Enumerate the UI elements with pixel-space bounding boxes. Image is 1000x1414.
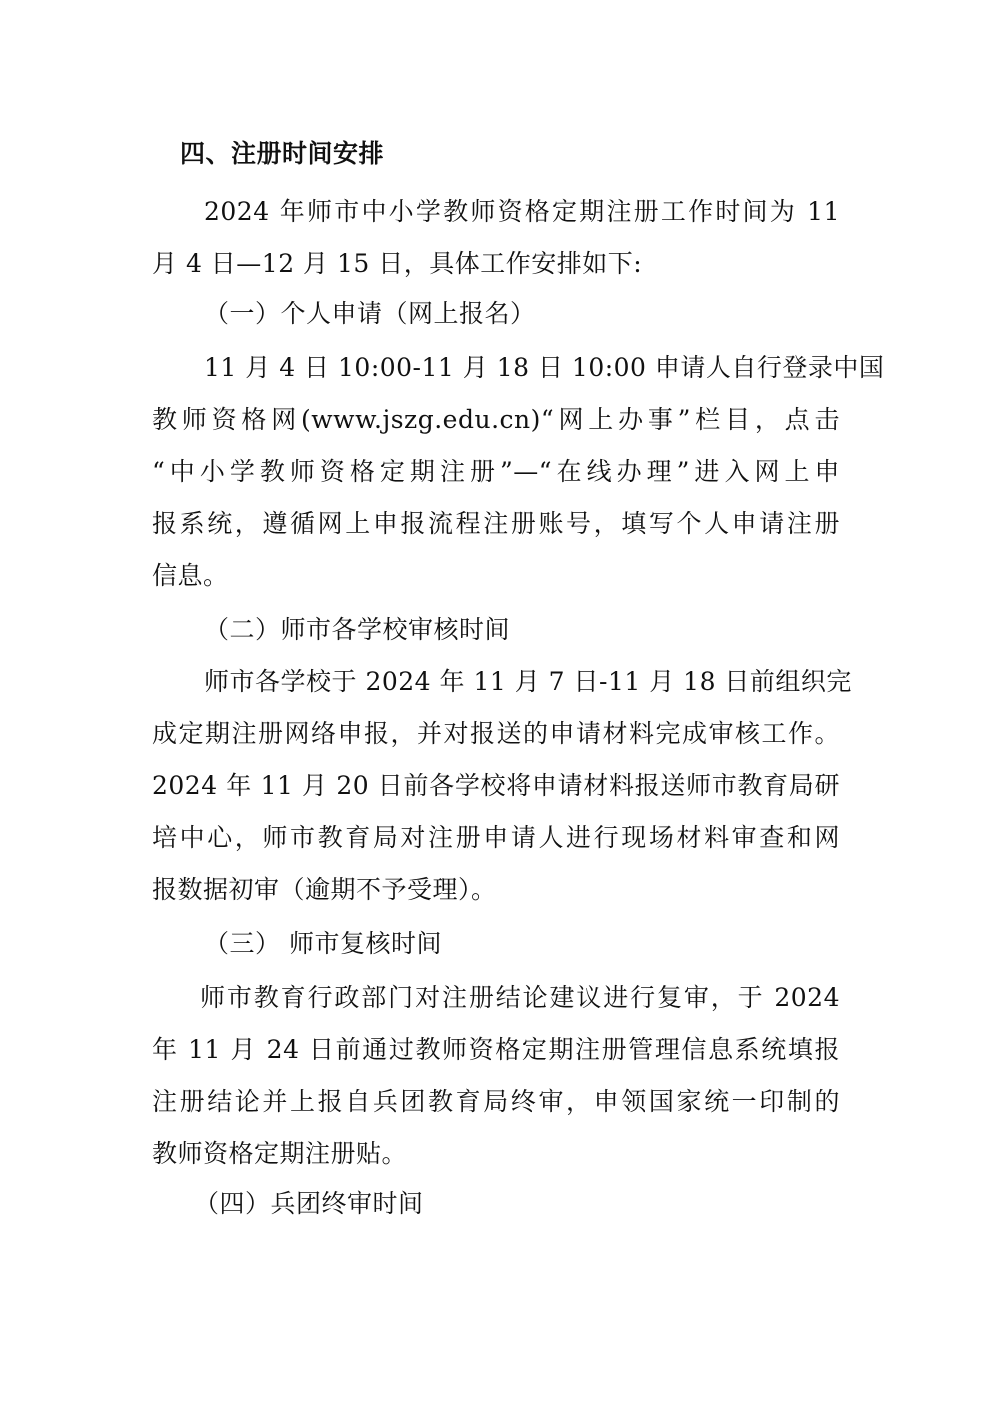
subsection-3-line-4: 教师资格定期注册贴。 — [152, 1139, 408, 1168]
section-heading: 四、注册时间安排 — [180, 139, 385, 168]
intro-line-2: 月 4 日—12 月 15 日，具体工作安排如下: — [152, 249, 643, 278]
subsection-2-line-2: 成定期注册网络申报，并对报送的申请材料完成审核工作。 — [152, 719, 840, 748]
subsection-1-line-3: “中小学教师资格定期注册”—“在线办理”进入网上申 — [152, 457, 840, 486]
subsection-1-line-4: 报系统，遵循网上申报流程注册账号，填写个人申请注册 — [152, 509, 840, 538]
subsection-3-line-3: 注册结论并上报自兵团教育局终审，申领国家统一印制的 — [152, 1087, 840, 1116]
subsection-2-line-5: 报数据初审（逾期不予受理）。 — [152, 875, 497, 904]
subsection-2-title: （二）师市各学校审核时间 — [204, 615, 511, 644]
subsection-2-line-4: 培中心，师市教育局对注册申请人进行现场材料审查和网 — [152, 823, 840, 852]
subsection-3-line-1: 师市教育行政部门对注册结论建议进行复审，于 2024 — [200, 983, 840, 1012]
subsection-1-line-5: 信息。 — [152, 561, 229, 590]
subsection-1-line-1: 11 月 4 日 10:00-11 月 18 日 10:00 申请人自行登录中国 — [204, 353, 885, 382]
subsection-3-title: （三） 师市复核时间 — [204, 929, 442, 958]
subsection-3-line-2: 年 11 月 24 日前通过教师资格定期注册管理信息系统填报 — [152, 1035, 840, 1064]
subsection-2-line-1: 师市各学校于 2024 年 11 月 7 日-11 月 18 日前组织完 — [204, 667, 852, 696]
intro-line-1: 2024 年师市中小学教师资格定期注册工作时间为 11 — [204, 197, 840, 226]
subsection-2-line-3: 2024 年 11 月 20 日前各学校将申请材料报送师市教育局研 — [152, 771, 840, 800]
subsection-1-line-2: 教师资格网(www.jszg.edu.cn)“网上办事”栏目，点击 — [152, 405, 840, 434]
subsection-1-title: （一）个人申请（网上报名） — [204, 299, 536, 328]
subsection-4-title: （四）兵团终审时间 — [194, 1189, 424, 1218]
